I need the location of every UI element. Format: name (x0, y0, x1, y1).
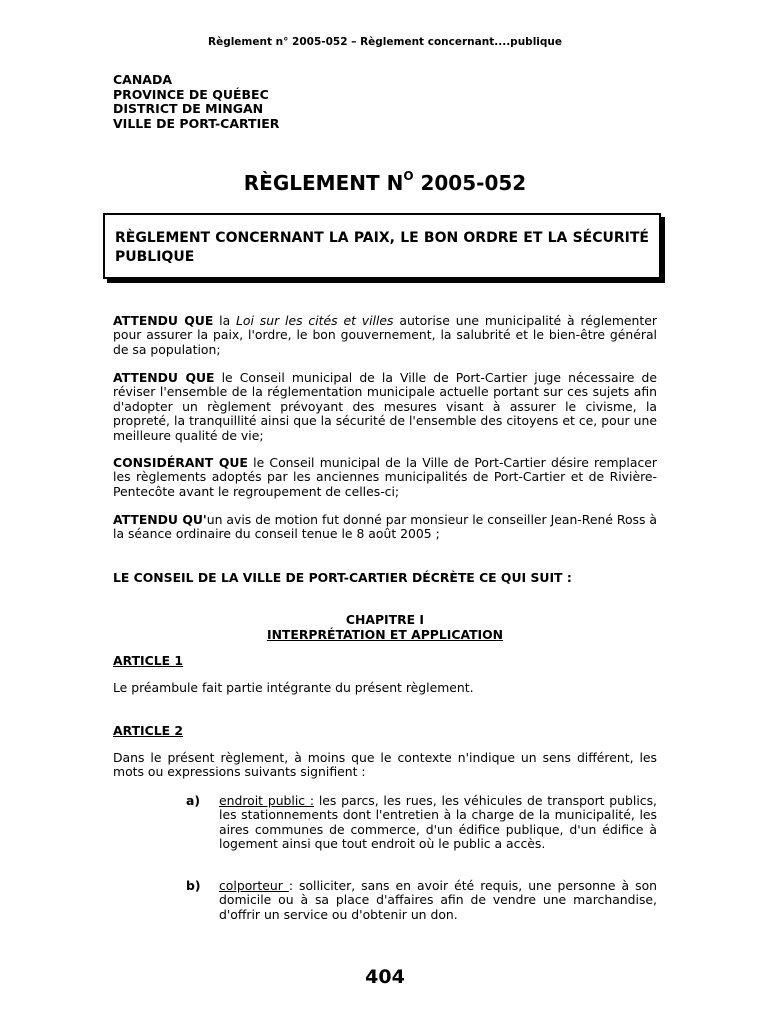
location-district: DISTRICT DE MINGAN (113, 101, 264, 116)
preamble-paragraph (113, 314, 657, 357)
definition-text (219, 794, 657, 852)
chapter-number: CHAPITRE I (345, 612, 425, 627)
regulation-title-superscript: O (403, 169, 414, 184)
preamble-text: la (213, 313, 237, 328)
location-city: VILLE DE PORT-CARTIER (113, 115, 280, 131)
preamble-paragraph (113, 513, 657, 542)
preamble-text: le Conseil municipal de la Ville de Port-Cartier désire remplacer les règlements adoptés par les anciennes municipalités de Port-Cartier et de Rivière-Pentecôte avant le regroupement de celles-ci; (113, 455, 657, 499)
location-block (113, 73, 279, 131)
chapter-heading (0, 612, 770, 642)
preamble-lead: CONSIDÉRANT QUE (113, 455, 248, 470)
subject-box (103, 213, 661, 279)
running-header: Règlement n° 2005-052 – Règlement concernant....publique (207, 36, 563, 48)
definition-body: : solliciter, sans en avoir été requis, une personne à son domicile ou à sa place d'affaires afin de vendre une marchandise, d'offrir un service ou d'obtenir un don. (219, 878, 658, 922)
location-province: PROVINCE DE QUÉBEC (113, 86, 269, 102)
article-1-text: Le préambule fait partie intégrante du présent règlement. (113, 680, 474, 695)
chapter-title: INTERPRÉTATION ET APPLICATION (266, 627, 504, 642)
definition-letter: a) (186, 793, 201, 808)
definition-term: colporteur (219, 878, 289, 893)
regulation-title (0, 171, 770, 195)
subject-text: RÈGLEMENT CONCERNANT LA PAIX, LE BON ORDRE ET LA SÉCURITÉ PUBLIQUE (115, 230, 649, 265)
preamble-lead: ATTENDU QUE (113, 370, 215, 385)
decree-statement: LE CONSEIL DE LA VILLE DE PORT-CARTIER DÉCRÈTE CE QUI SUIT : (113, 570, 572, 585)
page-number: 404 (365, 966, 405, 988)
definition-term: endroit public : (219, 793, 315, 808)
regulation-title-number: 2005-052 (413, 171, 527, 195)
preamble-text: le Conseil municipal de la Ville de Port-Cartier juge nécessaire de réviser l'ensemble de la réglementation municipale actuelle portant sur ces sujets afin d'adopter un règlement prévoyant des mesures visant à assurer le civisme, la propreté, la tranquillité ainsi que la sécurité de l'ensemble des citoyens et ce, pour une meilleure qualité de vie; (113, 370, 657, 443)
location-country: CANADA (113, 72, 173, 87)
definition-letter: b) (186, 878, 201, 893)
preamble-paragraph (113, 371, 657, 443)
article-2-text: Dans le présent règlement, à moins que le contexte n'indique un sens différent, les mots ou expressions suivants signifient : (113, 750, 657, 780)
preamble-text: autorise une municipalité à réglementer pour assurer la paix, l'ordre, le bon gouvernement, la salubrité et le bien-être général de sa population; (113, 313, 657, 357)
preamble-lead: ATTENDU QUE (113, 313, 214, 328)
preamble-lead: ATTENDU QU' (113, 512, 207, 527)
article-1-heading: ARTICLE 1 (113, 653, 184, 668)
definition-text (219, 879, 657, 922)
preamble-paragraph (113, 456, 657, 499)
regulation-title-prefix: RÈGLEMENT N (243, 171, 404, 195)
article-2-heading: ARTICLE 2 (113, 723, 184, 738)
law-title: Loi sur les cités et villes (236, 313, 394, 328)
definition-body: les parcs, les rues, les véhicules de transport publics, les stationnements dont l'entretien à la charge de la municipalité, les aires communes de commerce, d'un édifice publique, d'un édifice à logement ainsi que tout endroit où le public a accès. (219, 793, 657, 852)
preamble-text: un avis de motion fut donné par monsieur le conseiller Jean-René Ross à la séance ordinaire du conseil tenue le 8 août 2005 ; (113, 512, 657, 542)
